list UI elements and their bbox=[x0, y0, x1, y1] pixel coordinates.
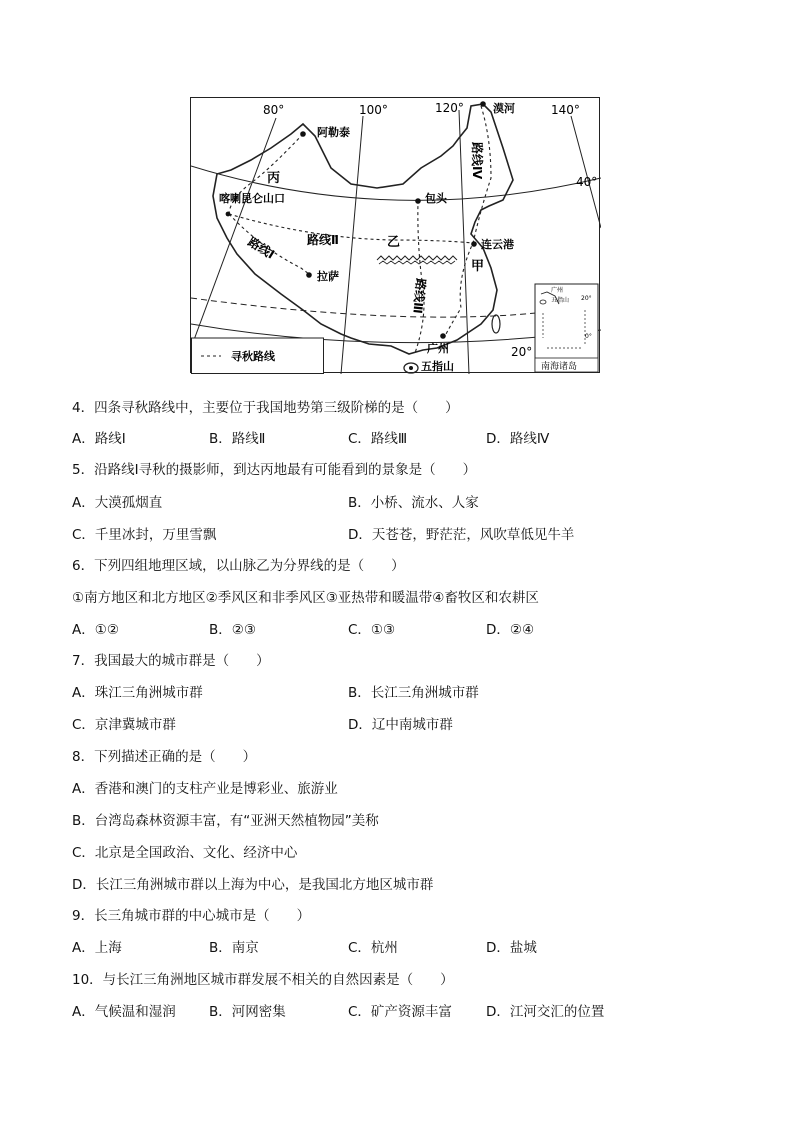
wuzhishan-dot bbox=[409, 366, 413, 370]
q10-option-d[interactable]: D．江河交汇的位置 bbox=[486, 1004, 605, 1020]
q8-option-b[interactable]: B．台湾岛森林资源丰富，有“亚洲天然植物园”美称 bbox=[72, 813, 379, 829]
q9-option-d[interactable]: D．盐城 bbox=[486, 940, 537, 956]
q6-option-a[interactable]: A．①② bbox=[72, 622, 119, 638]
route-4-path bbox=[445, 106, 491, 336]
q7-option-a[interactable]: A．珠江三角洲城市群 bbox=[72, 685, 203, 701]
label-140: 140° bbox=[551, 103, 580, 117]
question-10-stem: 10．与长江三角洲地区城市群发展不相关的自然因素是（ ） bbox=[72, 972, 454, 988]
lianyungang-dot bbox=[471, 241, 477, 247]
label-route-4: 路线Ⅳ bbox=[470, 142, 484, 180]
q5-option-d[interactable]: D．天苍苍，野茫茫，风吹草低见牛羊 bbox=[348, 527, 575, 543]
route-2-path bbox=[229, 214, 473, 243]
inset-label-guangzhou: 广州 bbox=[551, 287, 564, 294]
altay-dot bbox=[300, 131, 306, 137]
q5-option-c[interactable]: C．千里冰封，万里雪飘 bbox=[72, 527, 217, 543]
label-karakoram: 喀喇昆仑山口 bbox=[219, 192, 285, 205]
q9-option-b[interactable]: B．南京 bbox=[209, 940, 259, 956]
q6-option-c[interactable]: C．①③ bbox=[348, 622, 396, 638]
inset-title: 南海诸岛 bbox=[541, 362, 578, 372]
label-region-yi: 乙 bbox=[387, 235, 401, 250]
question-4-stem: 4．四条寻秋路线中，主要位于我国地势第三级阶梯的是（ ） bbox=[72, 400, 459, 416]
question-9-stem: 9．长三角城市群的中心城市是（ ） bbox=[72, 908, 311, 924]
inset-label-0: 0° bbox=[585, 333, 592, 340]
label-lianyungang: 连云港 bbox=[481, 238, 514, 251]
question-6-stem: 6．下列四组地理区域，以山脉乙为分界线的是（ ） bbox=[72, 558, 405, 574]
label-route-1: 路线Ⅰ bbox=[245, 234, 277, 262]
q5-option-a[interactable]: A．大漠孤烟直 bbox=[72, 495, 163, 511]
label-route-3: 路线Ⅲ bbox=[410, 277, 428, 315]
q10-option-c[interactable]: C．矿产资源丰富 bbox=[348, 1004, 452, 1020]
q8-option-d[interactable]: D．长江三角洲城市群以上海为中心，是我国北方地区城市群 bbox=[72, 877, 434, 893]
q10-option-b[interactable]: B．河网密集 bbox=[209, 1004, 286, 1020]
question-8-stem: 8．下列描述正确的是（ ） bbox=[72, 749, 257, 765]
label-lat-40: 40° bbox=[576, 175, 598, 189]
label-altay: 阿勒泰 bbox=[317, 126, 350, 139]
q5-option-b[interactable]: B．小桥、流水、人家 bbox=[348, 495, 479, 511]
q7-option-c[interactable]: C．京津冀城市群 bbox=[72, 717, 176, 733]
qinling-mountain-range bbox=[377, 256, 457, 260]
lhasa-dot bbox=[306, 272, 312, 278]
question-7-stem: 7．我国最大的城市群是（ ） bbox=[72, 653, 270, 669]
map-graphic bbox=[191, 98, 601, 374]
label-100: 100° bbox=[359, 103, 388, 117]
china-route-map bbox=[190, 97, 600, 373]
question-5-stem: 5．沿路线Ⅰ寻秋的摄影师，到达丙地最有可能看到的景象是（ ） bbox=[72, 462, 477, 478]
inset-label-wuzhishan: 五指山 bbox=[551, 297, 570, 304]
q6-option-d[interactable]: D．②④ bbox=[486, 622, 535, 638]
question-6-statements: ①南方地区和北方地区②季风区和非季风区③亚热带和暖温带④畜牧区和农耕区 bbox=[72, 590, 539, 606]
q7-option-d[interactable]: D．辽中南城市群 bbox=[348, 717, 453, 733]
longitude-line-140 bbox=[571, 116, 601, 228]
label-120: 120° bbox=[435, 101, 464, 115]
q9-option-c[interactable]: C．杭州 bbox=[348, 940, 398, 956]
route-3-path bbox=[415, 200, 424, 353]
q4-option-d[interactable]: D．路线Ⅳ bbox=[486, 431, 550, 447]
mohe-dot bbox=[480, 101, 486, 107]
qinling-mountain-range-shade bbox=[379, 261, 455, 264]
label-mohe: 漠河 bbox=[493, 102, 515, 115]
q6-option-b[interactable]: B．②③ bbox=[209, 622, 256, 638]
label-wuzhishan: 五指山 bbox=[421, 360, 454, 373]
label-guangzhou: 广州 bbox=[427, 342, 449, 355]
label-region-jia: 甲 bbox=[471, 259, 485, 274]
tropic-dashed-line bbox=[191, 298, 536, 317]
label-route-2: 路线Ⅱ bbox=[307, 233, 339, 247]
baotou-dot bbox=[415, 198, 421, 204]
inset-label-20: 20° bbox=[581, 295, 592, 302]
guangzhou-dot bbox=[440, 333, 446, 339]
taiwan-island bbox=[492, 315, 500, 333]
label-region-bing: 丙 bbox=[267, 171, 281, 186]
karakoram-dot bbox=[226, 212, 231, 217]
q7-option-b[interactable]: B．长江三角洲城市群 bbox=[348, 685, 479, 701]
label-baotou: 包头 bbox=[425, 192, 447, 205]
q8-option-a[interactable]: A．香港和澳门的支柱产业是博彩业、旅游业 bbox=[72, 781, 338, 797]
label-lat-20: 20° bbox=[511, 345, 533, 359]
label-lhasa: 拉萨 bbox=[317, 270, 339, 283]
q4-option-c[interactable]: C．路线Ⅲ bbox=[348, 431, 408, 447]
q4-option-b[interactable]: B．路线Ⅱ bbox=[209, 431, 266, 447]
q8-option-c[interactable]: C．北京是全国政治、文化、经济中心 bbox=[72, 845, 298, 861]
q10-option-a[interactable]: A．气候温和湿润 bbox=[72, 1004, 176, 1020]
china-outline bbox=[213, 104, 513, 354]
legend-label: 寻秋路线 bbox=[231, 350, 275, 363]
label-80: 80° bbox=[263, 103, 285, 117]
q9-option-a[interactable]: A．上海 bbox=[72, 940, 122, 956]
q4-option-a[interactable]: A．路线Ⅰ bbox=[72, 431, 126, 447]
